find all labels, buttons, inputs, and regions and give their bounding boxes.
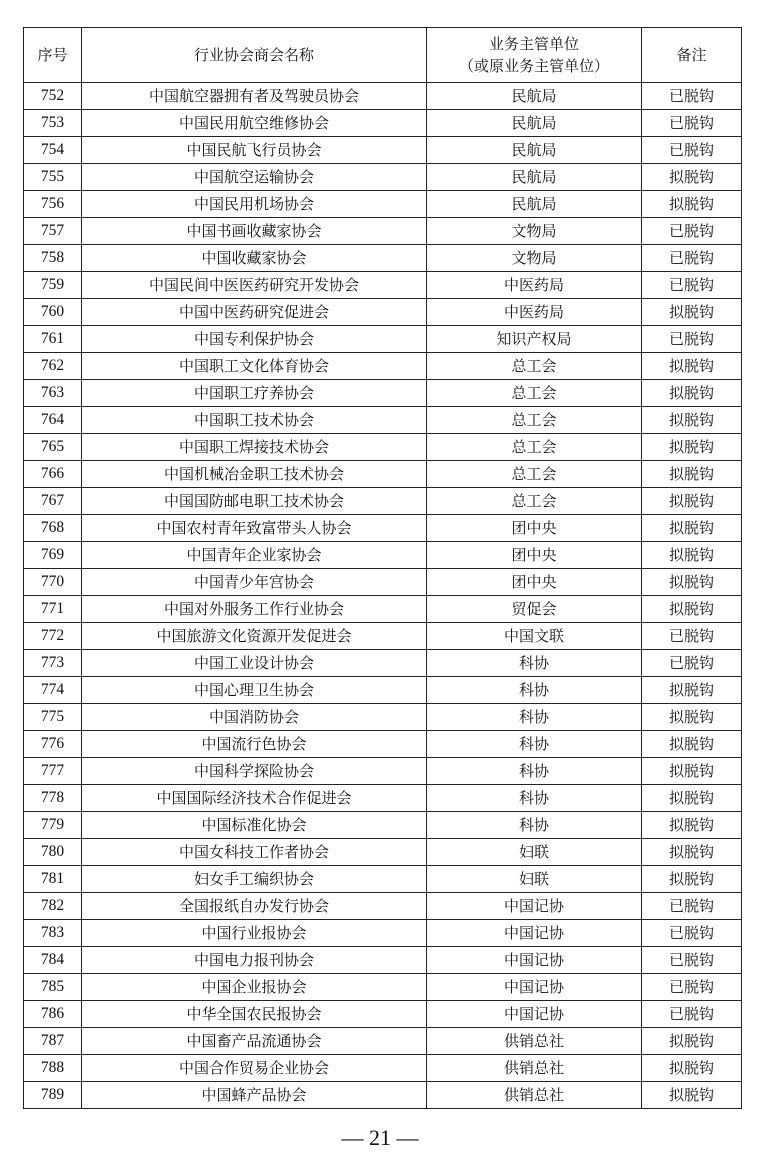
association-name: 中国职工疗养协会 [82,380,427,407]
row-number: 752 [24,83,82,110]
row-number: 760 [24,299,82,326]
status-note: 拟脱钩 [642,353,742,380]
table-row [24,623,742,650]
header-dept [427,28,642,83]
status-note: 拟脱钩 [642,569,742,596]
row-number: 773 [24,650,82,677]
association-name: 中国对外服务工作行业协会 [82,596,427,623]
row-number: 784 [24,947,82,974]
supervising-unit: 供销总社 [427,1055,642,1082]
row-number: 772 [24,623,82,650]
association-name: 中国女科技工作者协会 [82,839,427,866]
status-note: 已脱钩 [642,650,742,677]
row-number: 768 [24,515,82,542]
row-number: 761 [24,326,82,353]
status-note: 已脱钩 [642,137,742,164]
table-row [24,677,742,704]
supervising-unit: 中国记协 [427,893,642,920]
status-note: 拟脱钩 [642,461,742,488]
association-name: 中国职工技术协会 [82,407,427,434]
supervising-unit: 团中央 [427,542,642,569]
status-note: 拟脱钩 [642,434,742,461]
association-name: 中国旅游文化资源开发促进会 [82,623,427,650]
row-number: 759 [24,272,82,299]
supervising-unit: 民航局 [427,83,642,110]
row-number: 762 [24,353,82,380]
status-note: 拟脱钩 [642,758,742,785]
table-row [24,137,742,164]
row-number: 753 [24,110,82,137]
table-row [24,434,742,461]
row-number: 758 [24,245,82,272]
status-note: 拟脱钩 [642,839,742,866]
status-note: 拟脱钩 [642,1028,742,1055]
table-row [24,272,742,299]
row-number: 757 [24,218,82,245]
supervising-unit: 妇联 [427,839,642,866]
row-number: 771 [24,596,82,623]
table-row [24,1001,742,1028]
supervising-unit: 中国记协 [427,1001,642,1028]
row-number: 788 [24,1055,82,1082]
association-name: 中国中医药研究促进会 [82,299,427,326]
supervising-unit: 中国文联 [427,623,642,650]
header-dept-line2: （或原业务主管单位） [458,57,609,75]
status-note: 拟脱钩 [642,866,742,893]
table-row [24,488,742,515]
association-name: 中国职工文化体育协会 [82,353,427,380]
association-name: 中国农村青年致富带头人协会 [82,515,427,542]
supervising-unit: 中国记协 [427,947,642,974]
supervising-unit: 中国记协 [427,974,642,1001]
row-number: 780 [24,839,82,866]
supervising-unit: 供销总社 [427,1028,642,1055]
supervising-unit: 团中央 [427,569,642,596]
status-note: 拟脱钩 [642,1055,742,1082]
table-row [24,785,742,812]
association-name: 妇女手工编织协会 [82,866,427,893]
row-number: 789 [24,1082,82,1109]
status-note: 拟脱钩 [642,704,742,731]
status-note: 已脱钩 [642,110,742,137]
status-note: 已脱钩 [642,272,742,299]
association-name: 中国机械冶金职工技术协会 [82,461,427,488]
status-note: 已脱钩 [642,623,742,650]
association-name: 中国工业设计协会 [82,650,427,677]
status-note: 已脱钩 [642,1001,742,1028]
table-row [24,704,742,731]
row-number: 770 [24,569,82,596]
status-note: 已脱钩 [642,974,742,1001]
association-name: 中国标准化协会 [82,812,427,839]
association-name: 中国民用机场协会 [82,191,427,218]
status-note: 拟脱钩 [642,731,742,758]
association-name: 中国青少年宫协会 [82,569,427,596]
status-note: 拟脱钩 [642,542,742,569]
association-name: 中国青年企业家协会 [82,542,427,569]
association-name: 全国报纸自办发行协会 [82,893,427,920]
row-number: 769 [24,542,82,569]
supervising-unit: 总工会 [427,434,642,461]
header-no: 序号 [24,28,82,83]
supervising-unit: 总工会 [427,461,642,488]
status-note: 已脱钩 [642,893,742,920]
row-number: 779 [24,812,82,839]
row-number: 767 [24,488,82,515]
table-row [24,380,742,407]
row-number: 765 [24,434,82,461]
association-name: 中国流行色协会 [82,731,427,758]
supervising-unit: 总工会 [427,488,642,515]
association-name: 中国国际经济技术合作促进会 [82,785,427,812]
association-name: 中国职工焊接技术协会 [82,434,427,461]
supervising-unit: 知识产权局 [427,326,642,353]
supervising-unit: 民航局 [427,191,642,218]
association-name: 中国航空器拥有者及驾驶员协会 [82,83,427,110]
row-number: 755 [24,164,82,191]
status-note: 拟脱钩 [642,380,742,407]
table-row [24,1028,742,1055]
status-note: 拟脱钩 [642,812,742,839]
table-row [24,812,742,839]
table-header [24,28,742,83]
table-row [24,893,742,920]
association-table [23,27,742,1109]
status-note: 已脱钩 [642,947,742,974]
row-number: 777 [24,758,82,785]
association-name: 中国民间中医医药研究开发协会 [82,272,427,299]
association-name: 中国民用航空维修协会 [82,110,427,137]
association-name: 中国国防邮电职工技术协会 [82,488,427,515]
status-note: 拟脱钩 [642,488,742,515]
table-row [24,515,742,542]
association-name: 中国畜产品流通协会 [82,1028,427,1055]
supervising-unit: 科协 [427,704,642,731]
association-name: 中国专利保护协会 [82,326,427,353]
row-number: 764 [24,407,82,434]
association-name: 中国科学探险协会 [82,758,427,785]
status-note: 已脱钩 [642,83,742,110]
table-row [24,1082,742,1109]
table-row [24,920,742,947]
supervising-unit: 总工会 [427,353,642,380]
header-dept-line1: 业务主管单位 [488,35,579,53]
association-name: 中国航空运输协会 [82,164,427,191]
table-row [24,542,742,569]
status-note: 拟脱钩 [642,164,742,191]
supervising-unit: 科协 [427,758,642,785]
association-name: 中国心理卫生协会 [82,677,427,704]
supervising-unit: 中医药局 [427,272,642,299]
row-number: 775 [24,704,82,731]
association-name: 中国行业报协会 [82,920,427,947]
table-row [24,596,742,623]
status-note: 拟脱钩 [642,407,742,434]
association-name: 中国收藏家协会 [82,245,427,272]
header-row [24,28,742,83]
supervising-unit: 团中央 [427,515,642,542]
row-number: 766 [24,461,82,488]
table-row [24,974,742,1001]
table-row [24,866,742,893]
association-name: 中国蜂产品协会 [82,1082,427,1109]
table-row [24,569,742,596]
table-row [24,164,742,191]
status-note: 拟脱钩 [642,677,742,704]
table-row [24,758,742,785]
row-number: 778 [24,785,82,812]
supervising-unit: 总工会 [427,380,642,407]
row-number: 754 [24,137,82,164]
row-number: 783 [24,920,82,947]
status-note: 拟脱钩 [642,515,742,542]
row-number: 786 [24,1001,82,1028]
row-number: 774 [24,677,82,704]
table-row [24,299,742,326]
table-row [24,947,742,974]
table-row [24,218,742,245]
association-name: 中国企业报协会 [82,974,427,1001]
row-number: 781 [24,866,82,893]
association-name: 中国民航飞行员协会 [82,137,427,164]
association-name: 中国合作贸易企业协会 [82,1055,427,1082]
association-name: 中国电力报刊协会 [82,947,427,974]
row-number: 763 [24,380,82,407]
table-row [24,461,742,488]
status-note: 已脱钩 [642,326,742,353]
supervising-unit: 中国记协 [427,920,642,947]
supervising-unit: 科协 [427,650,642,677]
table-row [24,245,742,272]
supervising-unit: 贸促会 [427,596,642,623]
row-number: 776 [24,731,82,758]
table-row [24,839,742,866]
supervising-unit: 民航局 [427,137,642,164]
status-note: 拟脱钩 [642,785,742,812]
table-row [24,110,742,137]
supervising-unit: 民航局 [427,164,642,191]
supervising-unit: 文物局 [427,218,642,245]
status-note: 拟脱钩 [642,299,742,326]
supervising-unit: 中医药局 [427,299,642,326]
supervising-unit: 科协 [427,812,642,839]
table-row [24,407,742,434]
supervising-unit: 供销总社 [427,1082,642,1109]
table-row [24,83,742,110]
supervising-unit: 文物局 [427,245,642,272]
header-note: 备注 [642,28,742,83]
status-note: 拟脱钩 [642,596,742,623]
table-body [24,83,742,1109]
row-number: 782 [24,893,82,920]
status-note: 已脱钩 [642,920,742,947]
status-note: 已脱钩 [642,218,742,245]
row-number: 785 [24,974,82,1001]
table-row [24,731,742,758]
supervising-unit: 妇联 [427,866,642,893]
supervising-unit: 科协 [427,785,642,812]
status-note: 已脱钩 [642,245,742,272]
table-row [24,1055,742,1082]
supervising-unit: 科协 [427,731,642,758]
status-note: 拟脱钩 [642,1082,742,1109]
supervising-unit: 民航局 [427,110,642,137]
table-row [24,191,742,218]
association-name: 中国消防协会 [82,704,427,731]
table-row [24,353,742,380]
page-number: — 21 — [341,1125,419,1150]
table-row [24,326,742,353]
table-row [24,650,742,677]
row-number: 756 [24,191,82,218]
association-name: 中国书画收藏家协会 [82,218,427,245]
status-note: 拟脱钩 [642,191,742,218]
association-name: 中华全国农民报协会 [82,1001,427,1028]
supervising-unit: 科协 [427,677,642,704]
row-number: 787 [24,1028,82,1055]
header-name: 行业协会商会名称 [82,28,427,83]
supervising-unit: 总工会 [427,407,642,434]
